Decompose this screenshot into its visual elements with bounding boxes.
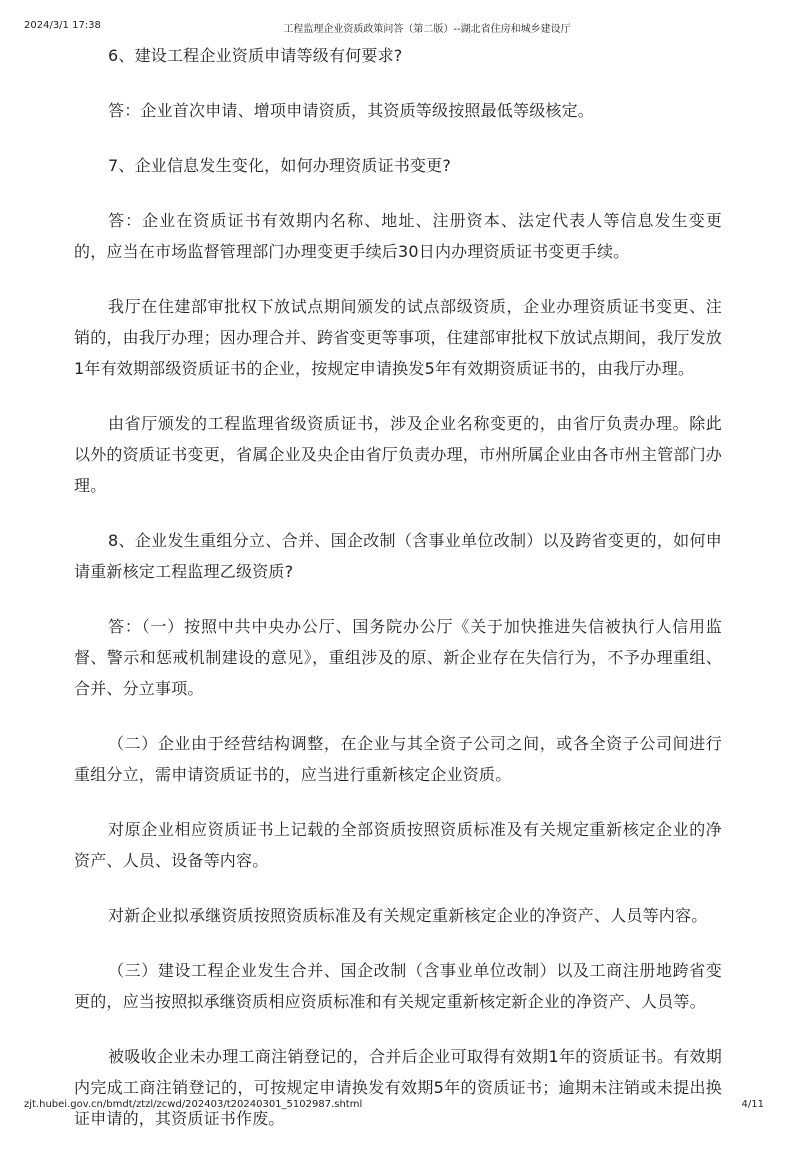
print-page-title: 工程监理企业资质政策问答（第二版）--湖北省住房和城乡建设厅 [283, 24, 571, 35]
answer-8-paragraph-2: （二）企业由于经营结构调整，在企业与其全资子公司之间，或各全资子公司间进行重组分立，需申请资质证书的，应当进行重新核定企业资质。 [74, 734, 722, 784]
answer-7-paragraph-3: 由省厅颁发的工程监理省级资质证书，涉及企业名称变更的，由省厅负责办理。除此以外的资质证书变更，省属企业及央企由省厅负责办理，市州所属企业由各市州主管部门办理。 [74, 414, 723, 495]
answer-8-paragraph-5: （三）建设工程企业发生合并、国企改制（含事业单位改制）以及工商注册地跨省变更的，应当按照拟承继资质相应资质标准和有关规定重新核定新企业的净资产、人员等。 [74, 961, 722, 1011]
print-page-number: 4/11 [741, 1099, 764, 1110]
answer-7-paragraph-2: 我厅在住建部审批权下放试点期间颁发的试点部级资质，企业办理资质证书变更、注销的，由我厅办理；因办理合并、跨省变更等事项，住建部审批权下放试点期间，我厅发放1年有效期部级资质证书的企业，按规定申请换发5年有效期资质证书的，由我厅办理。 [74, 297, 723, 378]
answer-8-paragraph-4: 对新企业拟承继资质按照资质标准及有关规定重新核定企业的净资产、人员等内容。 [108, 906, 708, 925]
question-8: 8、企业发生重组分立、合并、国企改制（含事业单位改制）以及跨省变更的，如何申请重新核定工程监理乙级资质? [74, 531, 722, 581]
print-source-url: zjt.hubei.gov.cn/bmdt/ztzl/zcwd/202403/t20240301_5102987.shtml [24, 1099, 363, 1110]
question-7: 7、企业信息发生变化，如何办理资质证书变更? [108, 156, 452, 175]
question-6: 6、建设工程企业资质申请等级有何要求? [108, 46, 403, 65]
answer-8-paragraph-6: 被吸收企业未办理工商注销登记的，合并后企业可取得有效期1年的资质证书。有效期内完成工商注销登记的，可按规定申请换发有效期5年的资质证书；逾期未注销或未提出换证申请的，其资质证书作废。 [74, 1047, 722, 1128]
answer-8-paragraph-3: 对原企业相应资质证书上记载的全部资质按照资质标准及有关规定重新核定企业的净资产、人员、设备等内容。 [74, 820, 722, 870]
print-datetime: 2024/3/1 17:38 [24, 20, 101, 31]
answer-7-paragraph-1: 答：企业在资质证书有效期内名称、地址、注册资本、法定代表人等信息发生变更的，应当在市场监督管理部门办理变更手续后30日内办理资质证书变更手续。 [74, 211, 722, 261]
answer-8-paragraph-1: 答：（一）按照中共中央办公厅、国务院办公厅《关于加快推进失信被执行人信用监督、警示和惩戒机制建设的意见》，重组涉及的原、新企业存在失信行为，不予办理重组、合并、分立事项。 [74, 617, 722, 698]
document-body [74, 40, 722, 1158]
answer-6: 答：企业首次申请、增项申请资质，其资质等级按照最低等级核定。 [108, 101, 595, 120]
